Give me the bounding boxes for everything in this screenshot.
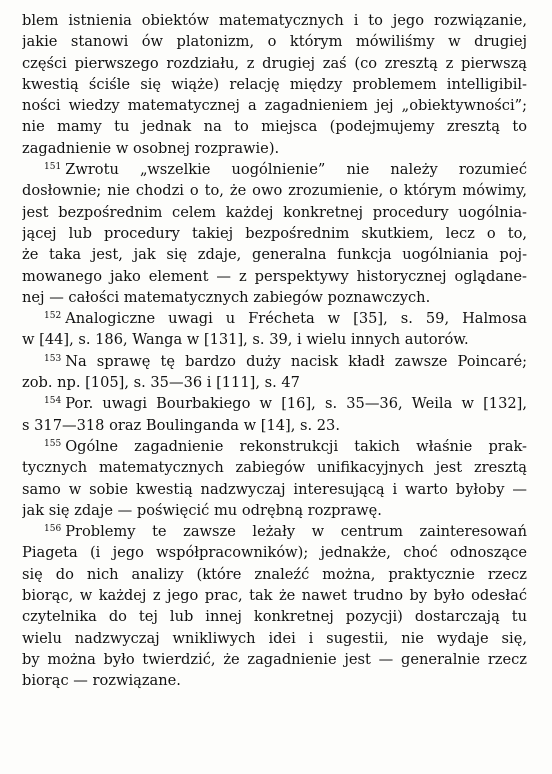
text-line [22, 479, 527, 500]
line-text: zagadnienie w osobnej rozprawie). [22, 139, 280, 157]
footnote-start-line [22, 159, 527, 180]
text-line [22, 628, 527, 649]
footnote-start-line [22, 351, 527, 372]
footnotes-text [22, 10, 527, 692]
text-line [22, 138, 527, 159]
line-text: nej — całości matematycznych zabiegów poznawczych. [22, 288, 431, 306]
text-line [22, 53, 527, 74]
text-line [22, 564, 527, 585]
line-text: czytelnika do tej lub innej konkretnej pozycji) dostarczają tu [22, 608, 527, 626]
line-text: kwestią ściśle się wiąże) relację między problemem intelligibil- [22, 75, 527, 93]
footnote-number: 151 [44, 162, 62, 173]
line-text: s 317—318 oraz Boulinganda w [14], s. 23. [22, 416, 340, 434]
text-line [22, 116, 527, 137]
line-text: Analogiczne uwagi u Frécheta w [35], s. 59, Halmosa [65, 310, 527, 328]
text-line [22, 542, 527, 563]
line-text: samo w sobie kwestią nadzwyczaj interesującą i warto byłoby — [22, 480, 527, 498]
line-text: dosłownie; nie chodzi o to, że owo zrozumienie, o którym mówimy, [22, 182, 527, 200]
footnote-number: 152 [44, 311, 62, 322]
text-line [22, 287, 527, 308]
footnote-start-line [22, 521, 527, 542]
footnote-start-line [22, 393, 527, 414]
text-line [22, 372, 527, 393]
line-text: Na sprawę tę bardzo duży nacisk kładł zawsze Poincaré; [65, 352, 527, 370]
text-line [22, 266, 527, 287]
line-text: części pierwszego rozdziału, z drugiej zaś (co zresztą z pierwszą [22, 54, 527, 72]
line-text: blem istnienia obiektów matematycznych i to jego rozwiązanie, [22, 12, 527, 29]
footnote-number: 156 [44, 524, 62, 535]
line-text: jest bezpośrednim celem każdej konkretnej procedury uogólnia- [22, 203, 527, 221]
text-line [22, 223, 527, 244]
line-text: Problemy te zawsze leżały w centrum zainteresowań [65, 523, 527, 541]
text-line [22, 329, 527, 350]
text-line [22, 457, 527, 478]
footnote-number: 154 [44, 396, 62, 407]
line-text: jącej lub procedury takiej bezpośrednim skutkiem, lecz o to, [22, 224, 527, 242]
line-text: nie mamy tu jednak na to miejsca (podejmujemy zresztą to [22, 118, 527, 136]
footnote-start-line [22, 308, 527, 329]
line-text: jak się zdaje — poświęcić mu odrębną rozprawę. [22, 501, 382, 519]
line-text: jakie stanowi ów platonizm, o którym mówiliśmy w drugiej [22, 33, 527, 51]
text-line [22, 74, 527, 95]
line-text: biorąc, w każdej z jego prac, tak że nawet trudno by było odesłać [22, 587, 527, 605]
line-text: że taka jest, jak się zdaje, generalna funkcja uogólniania poj- [22, 246, 527, 264]
line-text: Zwrotu „wszelkie uogólnienie” nie należy rozumieć [65, 161, 527, 179]
footnote-number: 155 [44, 438, 62, 449]
text-line [22, 606, 527, 627]
footnote-number: 153 [44, 353, 62, 364]
line-text: ności wiedzy matematycznej a zagadnieniem jej „obiektywności”; [22, 97, 527, 115]
footnote-start-line [22, 436, 527, 457]
line-text: Piageta (i jego współpracowników); jednakże, choć odnoszące [22, 544, 527, 562]
line-text: biorąc — rozwiązane. [22, 672, 181, 690]
text-line [22, 244, 527, 265]
text-line [22, 180, 527, 201]
line-text: tycznych matematycznych zabiegów unifikacyjnych jest zresztą [22, 459, 527, 477]
line-text: się do nich analizy (które znaleźć można, praktycznie rzecz [22, 565, 527, 583]
line-text: wielu nadzwyczaj wnikliwych idei i sugestii, nie wydaje się, [22, 629, 527, 647]
text-line [22, 95, 527, 116]
text-line [22, 202, 527, 223]
line-text: by można było twierdzić, że zagadnienie jest — generalnie rzecz [22, 650, 527, 668]
text-line [22, 415, 527, 436]
line-text: Ogólne zagadnienie rekonstrukcji takich właśnie prak- [65, 437, 527, 455]
line-text: w [44], s. 186, Wanga w [131], s. 39, i wielu innych autorów. [22, 331, 469, 349]
text-line [22, 670, 527, 691]
text-line [22, 10, 527, 31]
text-line [22, 649, 527, 670]
text-line [22, 500, 527, 521]
text-line [22, 31, 527, 52]
line-text: Por. uwagi Bourbakiego w [16], s. 35—36, Weila w [132], [65, 395, 527, 413]
text-line [22, 585, 527, 606]
line-text: zob. np. [105], s. 35—36 i [111], s. 47 [22, 374, 300, 392]
line-text: mowanego jako element — z perspektywy historycznej oglą̨dane- [22, 267, 527, 285]
